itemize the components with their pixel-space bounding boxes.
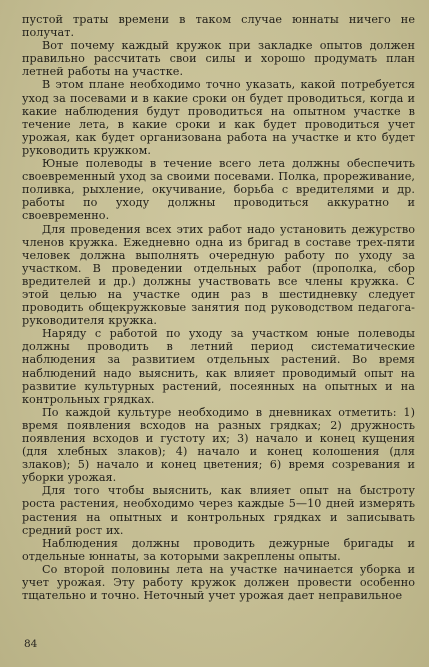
- page-number: 84: [24, 638, 38, 650]
- page-body: [22, 13, 415, 602]
- paragraph-diary-records: По каждой культуре необходимо в дневниках отметить: 1) время появления всходов на разных грядках; 2) дружность появления всходов и густоту их; 3) начало и конец кущения (для хлебных злаков); 4) начало и конец колошения (для злаков); 5) начало и конец цветения; 6) время созревания и уборки урожая.: [22, 405, 415, 485]
- paragraph-growth-measurement: Для того чтобы выяснить, как влияет опыт на быстроту роста растения, необходимо через каждые 5—10 дней измерять растения на опытных и контрольных грядках и записывать средний рост их.: [22, 484, 415, 537]
- paragraph-observers: Наблюдения должны проводить дежурные бригады и отдельные юннаты, за которыми закреплены опыты.: [22, 536, 415, 563]
- paragraph-crop-care: Юные полеводы в течение всего лета должны обеспечить своевременный уход за своими посевами. Полка, прореживание, поливка, рыхление, окучивание, борьба с вредителями и др. работы по уходу должны проводиться аккуратно и своевременно.: [22, 157, 415, 223]
- paragraph-planning: Вот почему каждый кружок при закладке опытов должен правильно рассчитать свои силы и хорошо продумать план летней работы на участке.: [22, 39, 415, 79]
- paragraph-harvest: Со второй половины лета на участке начинается уборка и учет урожая. Эту работу кружок должен провести особенно тщательно и точно. Неточный учет урожая дает неправильное: [22, 562, 415, 603]
- paragraph-duty-brigades: Для проведения всех этих работ надо установить дежурство членов кружка. Ежедневно одна из бригад в составе трех-пяти человек должна выполнять очередную работу по уходу за участком. В проведении отдельных работ (прополка, сбор вредителей и др.) должны участвовать все члены кружка. С этой целью на участке один раз в шестидневку следует проводить общекружковые занятия под руководством педагога-руководителя кружка.: [22, 222, 415, 328]
- paragraph-observations: Наряду с работой по уходу за участком юные полеводы должны проводить в летний период систематические наблюдения за развитием отдельных растений. Во время наблюдений надо выяснить, как влияет проводимый опыт на развитие культурных растений, посеянных на опытных и на контрольных грядках.: [22, 327, 415, 406]
- paragraph-continued: пустой траты времени в таком случае юннаты ничего не получат.: [22, 13, 415, 40]
- paragraph-plan-details: В этом плане необходимо точно указать, какой потребуется уход за посевами и в какие сроки он будет проводиться, когда и какие наблюдения будут проводиться на опытном участке в течение лета, в какие сроки и как будет проводиться учет урожая, как будет организована работа на участке и кто будет руководить кружком.: [22, 78, 415, 157]
